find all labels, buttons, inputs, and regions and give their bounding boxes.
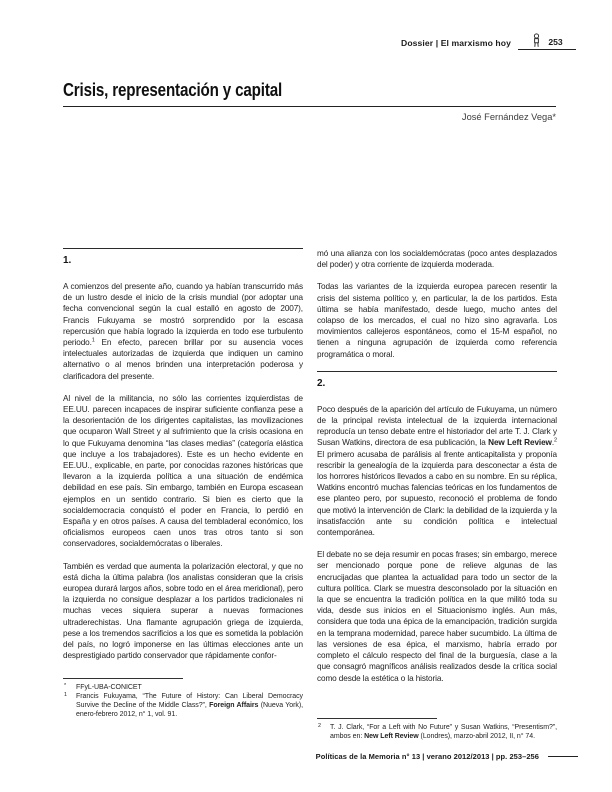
footnote-ref-2: 2 — [554, 437, 558, 444]
journal-name: New Left Review — [488, 438, 552, 448]
journal-figure-icon — [531, 33, 542, 48]
footnote-1 — [63, 692, 303, 720]
footnote-marker: 1 — [64, 691, 67, 698]
footnote-text: T. J. Clark, “For a Left with No Future” y Susan Watkins, “Presentism?”, ambos en: — [330, 723, 557, 740]
section-1-heading: 1. — [63, 255, 72, 266]
footnote-text: FFyL-UBA-CONICET — [76, 683, 142, 691]
paragraph-text: Poco después de la aparición del artículo de Fukuyama, un número de la principal revista intelectual de la izquierda internacional reproducía un tenso debate entre el historiador del arte T. J. Clark y Susan Watkins, directora de esa publicación, la — [317, 404, 557, 448]
paragraph: También es verdad que aumenta la polarización electoral, y que no está dicha la última palabra (los analistas consideran que la crisis europea durará largos años, sobre todo en el área meridional), pero la izquierda no consigue desplazar a los partidos tradicionales ni muchas veces siquiera superar a nuevas formaciones ultraderechistas. Una flamante agrupación griega de izquierda, pese a los tremendos sacrificios a los que es sometida la población del país, no logró imponerse en las últimas elecciones ante un desprestigiado partido conservador que rápidamente confor- — [63, 561, 303, 661]
footnote-block — [63, 678, 303, 720]
paragraph-text: . — [551, 438, 554, 448]
footnote-affiliation — [63, 683, 303, 692]
paragraph-text: En efecto, parecen brillar por su ausencia voces intelectuales autorizadas de izquierda que indiquen un camino alternativo o al menos brinden una interpretación poderosa y clarificadora del presente. — [63, 338, 303, 381]
footnote-text: Francis Fukuyama, “The Future of History: Can Liberal Democracy Survive the Decline of the Middle Class?”, — [76, 692, 303, 710]
section-1-rule — [63, 248, 303, 249]
footnote-2 — [317, 723, 557, 742]
paragraph — [317, 404, 557, 538]
page-number: 253 — [548, 37, 563, 47]
paragraph — [63, 281, 303, 382]
footnote-block — [317, 718, 557, 742]
footnote-marker: * — [64, 682, 67, 689]
footnote-separator — [63, 678, 183, 679]
section-2-rule — [317, 371, 557, 372]
title-rule — [63, 106, 556, 107]
footnote-journal-name: New Left Review — [364, 733, 419, 740]
footnote-ref-1: 1 — [91, 337, 95, 344]
page-header — [401, 33, 576, 50]
paragraph-text: El primero acusaba de parálisis al frente anticapitalista y proponía rescribir la genealogía de la izquierda para desconectar a ésta de los horrores históricos llevados a cabo en su nombre. En su réplica, Watkins encontró muchas falencias teóricas en los fundamentos de ese planteo pero, por supuesto, reconoció el problema de fondo que motivó la intervención de Clark: la debilidad de la izquierda y la insatisfacción ante su condición política e intelectual contemporánea. — [317, 449, 557, 538]
paragraph: Todas las variantes de la izquierda europea parecen resentir la crisis del sistema político y, en particular, la de los partidos. Esta última se había manifestado, desde luego, mucho antes del colapso de los mercados, el cual no hizo sino agravarla. Los movimientos callejeros espontáneos, como el 15-M español, no tienen a ninguna agrupación de izquierda como referencia programática o moral. — [317, 282, 557, 359]
section-2-heading: 2. — [317, 377, 326, 389]
left-column — [63, 248, 303, 720]
page-footer — [316, 752, 578, 761]
paragraph: Al nivel de la militancia, no sólo las corrientes izquierdistas de EE.UU. parecen incapaces de inspirar suficiente confianza pese a la desorientación de los dirigentes capitalistas, las movilizaciones que ocuparon Wall Street y al sufrimiento que la crisis ocasiona en lo que Fukuyama denomina “las clases medias” (categoría elástica que incluye a los trabajadores). Este es un hecho evidente en EE.UU., explicable, en parte, por conocidas razones históricas que llevaron a la izquierda política a una situación de endémica debilidad en ese país. Sin embargo, también en Europa escasean ejemplos en un sentido contrario. Si bien es cierto que la socialdemocracia conquistó el poder en Francia, lo perdió en España y en otros países. A causa del tembladeral económico, los oficialismos europeos caen unos tras otros tanto si son conservadores, socialdemócratas o liberales. — [63, 393, 303, 549]
paragraph-text: A comienzos del presente año, cuando ya habían transcurrido más de un lustro desde el inicio de la crisis mundial (por adoptar una fecha convencional según la cual estalló en agosto de 2007), Francis Fukuyama se mostró sorprendido por la escasa repercusión que había logrado la izquierda en todo ese turbulento periodo. — [63, 282, 303, 348]
footnote-text: (Londres), marzo-abril 2012, II, n° 74. — [418, 733, 535, 740]
page-number-group — [518, 33, 576, 50]
footer-rule — [548, 756, 578, 757]
footnote-separator — [317, 718, 437, 719]
footnote-marker: 2 — [318, 722, 321, 729]
footnote-journal-name: Foreign Affairs — [209, 702, 259, 710]
footer-citation: Políticas de la Memoria n° 13 | verano 2012/2013 | pp. 253–256 — [315, 752, 539, 761]
dossier-label: Dossier | El marxismo hoy — [401, 38, 511, 48]
footnote-text: (Nueva York), enero-febrero 2012, n° 1, vol. 91. — [76, 702, 304, 719]
author-byline: José Fernández Vega* — [461, 112, 556, 122]
right-column — [317, 248, 557, 741]
paragraph: mó una alianza con los socialdemócratas (poco antes desplazados del poder) y otra corriente de izquierda moderada. — [317, 249, 557, 270]
article-title: Crisis, representación y capital — [63, 79, 283, 100]
paragraph: El debate no se deja resumir en pocas frases; sin embargo, merece ser mencionado porque pone de relieve algunas de las encrucijadas que plantea la actualidad para todo un sector de la cultura política. Clark se muestra desconsolado por la situación en la que se encuentra la tradición política en la que militó toda su vida, desde sus inicios en el Situacionismo inglés. Aun más, considera que toda una épica de la emancipación, tradición surgida en la temprana modernidad, parece haber sucumbido. La última de las versiones de esa épica, el marxismo, habría errado por completo el cálculo respecto del final de la burguesía, clase a la que consagró magníficos análisis realizados desde la crítica social como desde la estética o la historia. — [317, 550, 557, 683]
